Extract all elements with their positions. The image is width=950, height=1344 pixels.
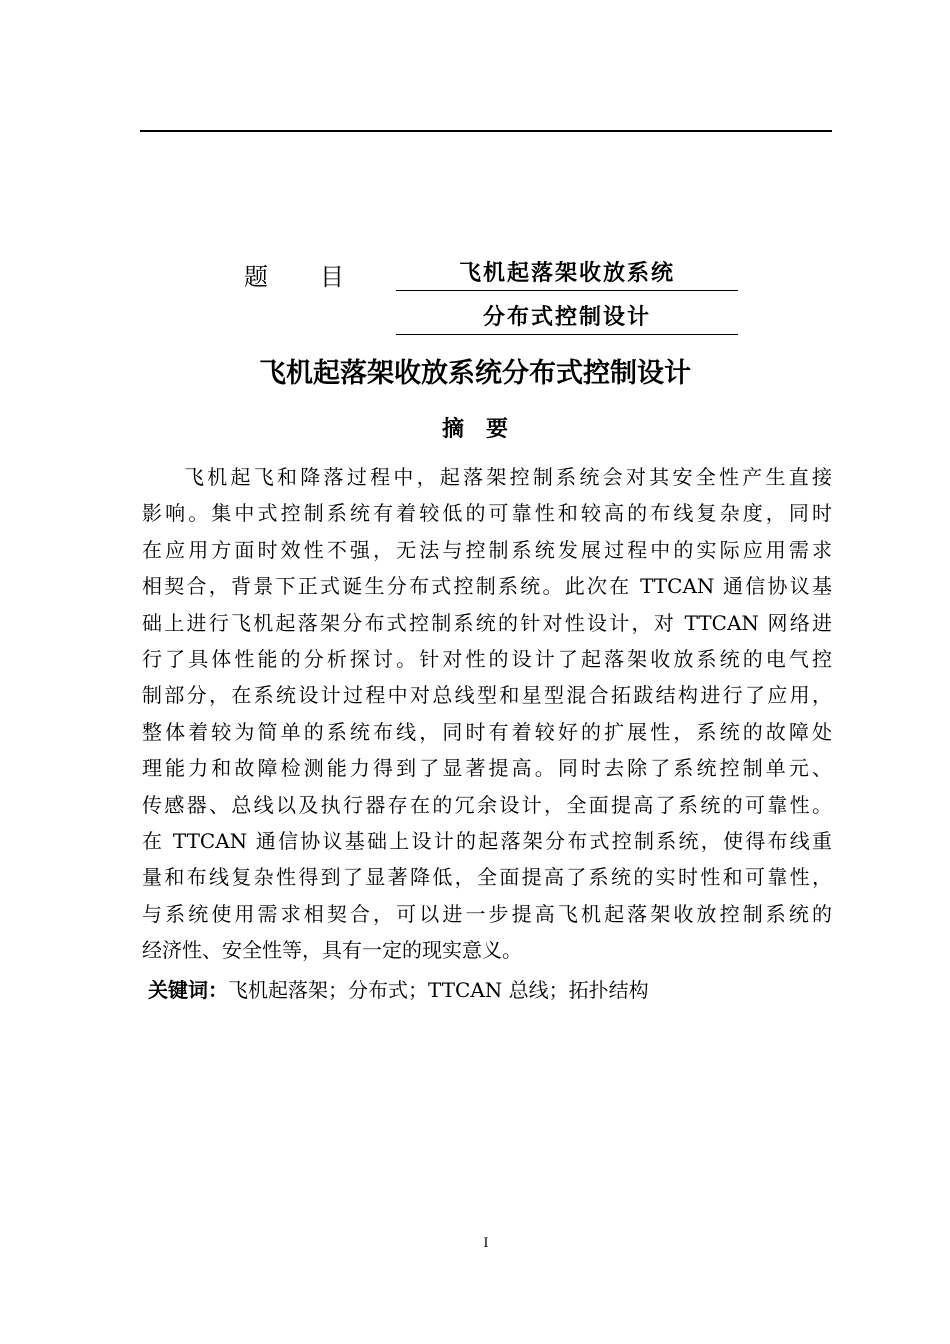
page-number: I xyxy=(483,1236,489,1251)
keywords-label: 关键词： xyxy=(148,978,228,1002)
abstract-line: 飞机起飞和降落过程中，起落架控制系统会对其安全性产生直接 xyxy=(184,465,832,489)
abstract-line: 传感器、总线以及执行器存在的冗余设计，全面提高了系统的可靠性。 xyxy=(142,792,832,817)
abstract-line: 制部分，在系统设计过程中对总线型和星型混合拓跋结构进行了应用， xyxy=(142,683,832,708)
abstract-body xyxy=(142,459,832,968)
subject-label-ti: 题 xyxy=(244,263,268,291)
abstract-line: 量和布线复杂性得到了显著降低，全面提高了系统的实时性和可靠性， xyxy=(142,865,832,890)
subject-label-mu: 目 xyxy=(320,263,344,291)
keywords xyxy=(148,972,649,1008)
abstract-line: 整体着较为简单的系统布线，同时有着较好的扩展性，系统的故障处 xyxy=(142,719,832,744)
abstract-line: 在应用方面时效性不强，无法与控制系统发展过程中的实际应用需求 xyxy=(142,537,832,562)
subject-line-2: 分布式控制设计 xyxy=(396,304,738,335)
abstract-heading: 摘要 xyxy=(441,417,530,442)
abstract-line: 理能力和故障检测能力得到了显著提高。同时去除了系统控制单元、 xyxy=(142,756,832,781)
abstract-line: 行了具体性能的分析探讨。针对性的设计了起落架收放系统的电气控 xyxy=(142,646,832,671)
abstract-line: 经济性、安全性等，具有一定的现实意义。 xyxy=(142,938,522,963)
keywords-value: 飞机起落架；分布式；TTCAN 总线；拓扑结构 xyxy=(228,978,649,1002)
abstract-line: 在 TTCAN 通信协议基础上设计的起落架分布式控制系统，使得布线重 xyxy=(142,828,832,853)
abstract-line: 影响。集中式控制系统有着较低的可靠性和较高的布线复杂度，同时 xyxy=(142,501,832,526)
abstract-line: 础上进行飞机起落架分布式控制系统的针对性设计，对 TTCAN 网络进 xyxy=(142,610,832,635)
abstract-line: 与系统使用需求相契合，可以进一步提高飞机起落架收放控制系统的 xyxy=(142,901,832,926)
subject-line-1: 飞机起落架收放系统 xyxy=(396,260,738,291)
header-rule xyxy=(140,130,832,132)
document-title: 飞机起落架收放系统分布式控制设计 xyxy=(259,358,691,389)
abstract-line: 相契合，背景下正式诞生分布式控制系统。此次在 TTCAN 通信协议基 xyxy=(142,574,832,599)
